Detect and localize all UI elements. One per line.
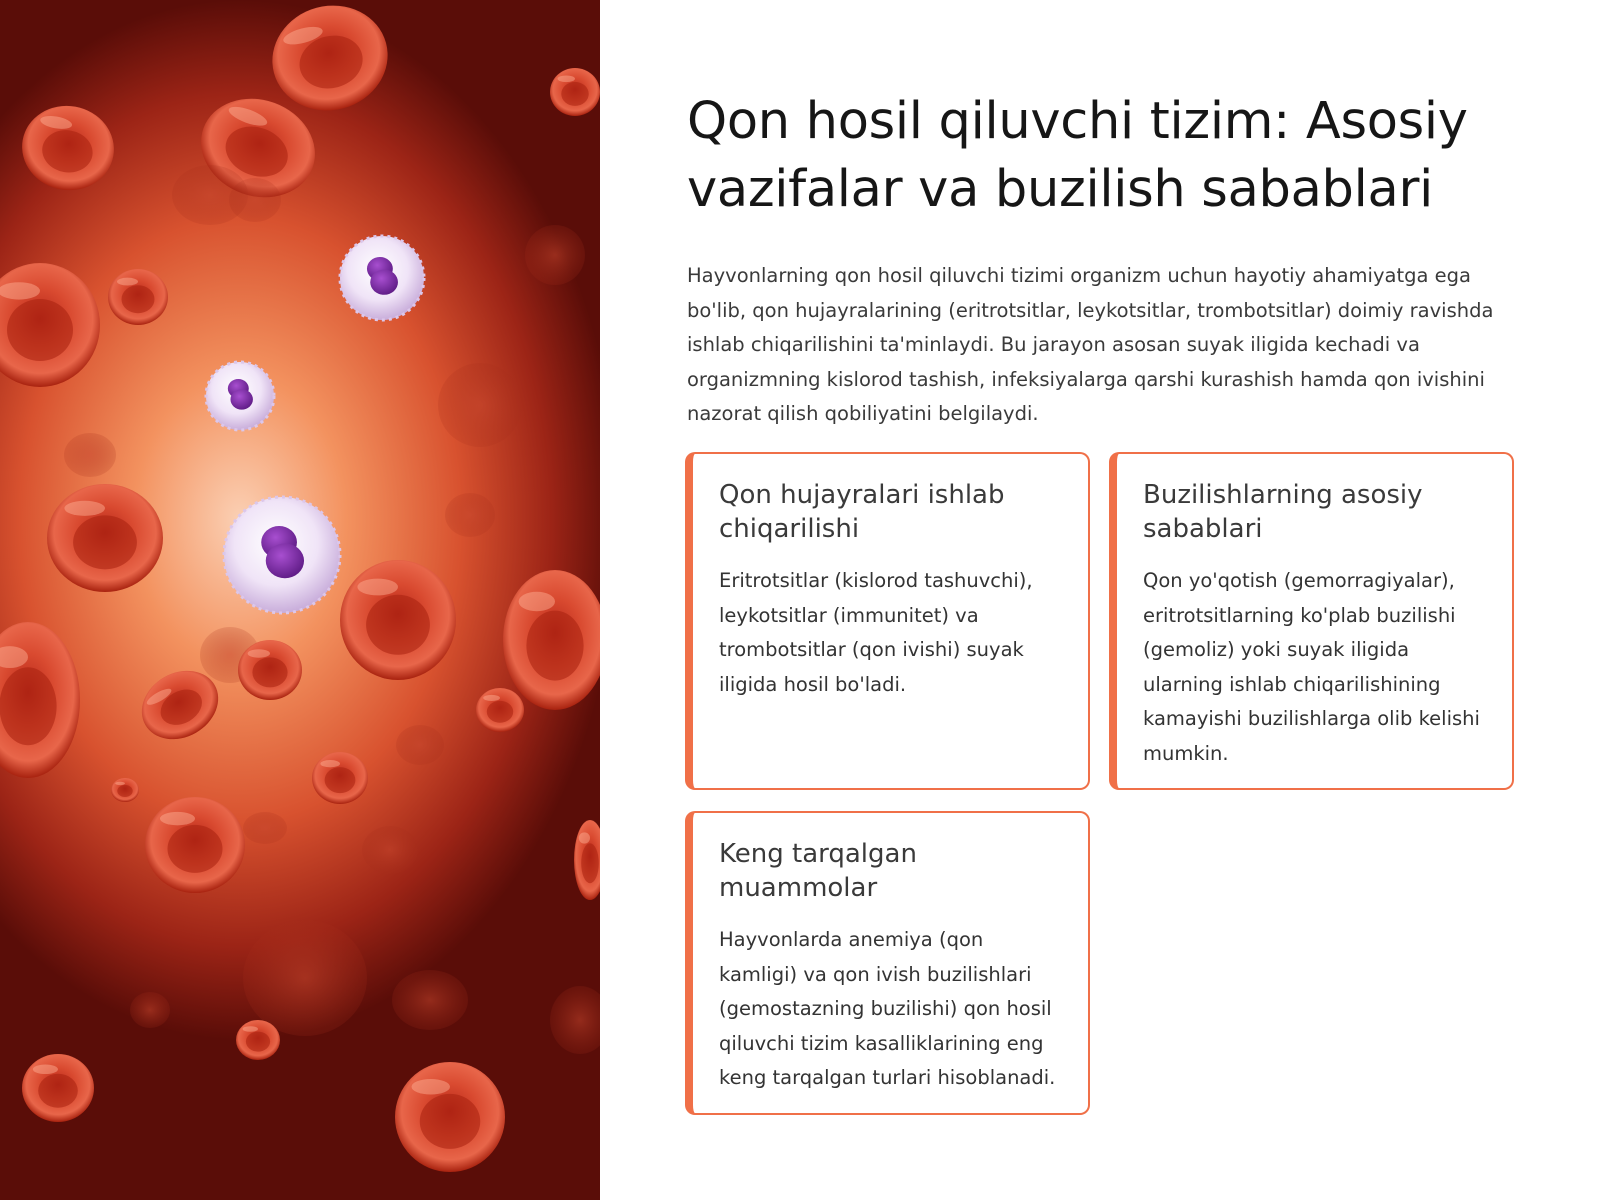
card-text: Eritrotsitlar (kislorod tashuvchi), leykotsitlar (immunitet) va trombotsitlar (qon ivishi) suyak iligida hosil bo'ladi. — [719, 569, 1033, 696]
intro-paragraph: Hayvonlarning qon hosil qiluvchi tizimi organizm uchun hayotiy ahamiyatga ega bo'lib, qon hujayralarining (eritrotsitlar, leykotsitlar, trombotsitlar) doimiy ravishda ishlab chiqarilishini ta'minlaydi. Bu jarayon asosan suyak iligida kechadi va organizmning kislorod tashish, infeksiyalarga qarshi kurashish hamda qon ivishini nazorat qilish qobiliyatini belgilaydi. — [687, 264, 1494, 426]
card-title: Keng tarqalgan muammolar — [719, 839, 917, 903]
blood-cells-illustration — [0, 0, 600, 1200]
info-card-causes — [1109, 452, 1514, 790]
card-title: Qon hujayralari ishlab chiqarilishi — [719, 480, 1005, 544]
blood-cells-image — [0, 0, 600, 1200]
info-card-production — [685, 452, 1090, 790]
info-card-common-problems — [685, 811, 1090, 1115]
page-title: Qon hosil qiluvchi tizim: Asosiy vazifalar va buzilish sabablari — [687, 92, 1468, 219]
card-text: Hayvonlarda anemiya (qon kamligi) va qon ivish buzilishlari (gemostazning buzilishi) qon hosil qiluvchi tizim kasalliklarining eng keng tarqalgan turlari hisoblanadi. — [719, 928, 1056, 1090]
card-text: Qon yo'qotish (gemorragiyalar), eritrotsitlarning ko'plab buzilishi (gemoliz) yoki suyak iligida ularning ishlab chiqarilishining kamayishi buzilishlarga olib kelishi mumkin. — [1143, 569, 1480, 765]
card-title: Buzilishlarning asosiy sabablari — [1143, 480, 1423, 544]
